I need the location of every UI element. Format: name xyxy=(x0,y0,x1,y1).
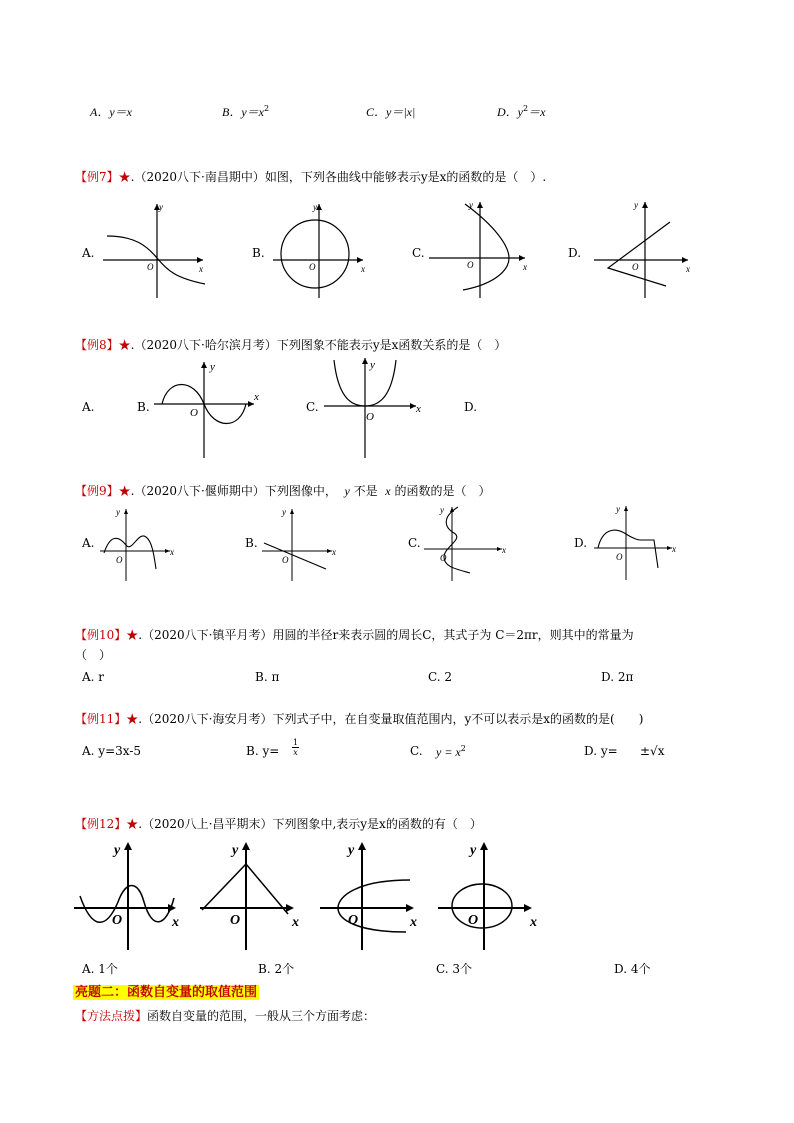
ex11-option-b-fraction xyxy=(292,738,299,757)
axis-label-o: O xyxy=(616,552,623,562)
axis-label-o: O xyxy=(366,411,374,423)
ex11-option-b: B. y= xyxy=(246,744,280,758)
axis-label-y: y xyxy=(470,843,477,858)
section-heading: 亮题二：函数自变量的取值范围 xyxy=(75,985,258,1000)
ex10-question: 【例10】★.（2020八下·镇平月考）用圆的半径r来表示圆的周长C，其式子为 C＝2πr，则其中的常量为 xyxy=(75,628,634,642)
q6-option-b: B．$y=x^2$ xyxy=(222,104,270,119)
ex7-question: 【例7】★.（2020八下·南昌期中）如图，下列各曲线中能够表示y是x的函数的是（ ）. xyxy=(75,170,547,184)
fraction-numerator: 1 xyxy=(293,738,299,747)
ex7-label-b: B. xyxy=(252,246,265,260)
axis-label-y: y xyxy=(348,843,355,858)
axis-label-x: x xyxy=(502,545,506,555)
axis-label-x: x xyxy=(416,403,421,415)
axis-label-x: x xyxy=(292,915,299,930)
ex7-label-a: A. xyxy=(82,246,95,260)
axis-label-o: O xyxy=(230,913,241,928)
ex12-option-b: B. 2个 xyxy=(258,962,295,976)
axis-label-x: x xyxy=(672,544,676,554)
axis-label-o: O xyxy=(468,913,479,928)
q6-option-a: A．y＝x xyxy=(90,105,132,119)
axis-label-o: O xyxy=(348,913,359,928)
ex9-label-d: D. xyxy=(574,536,588,550)
ex9-question: 【例9】★.（2020八下·偃师期中）下列图像中， y 不是 x 的函数的是（ ） xyxy=(75,484,491,498)
method-tip: 【方法点拨】函数自变量的范围，一般从三个方面考虑： xyxy=(75,1009,376,1023)
ex7-graph-d xyxy=(590,196,700,300)
ex9-graph-d xyxy=(592,502,682,582)
axis-label-o: O xyxy=(190,407,198,419)
ex12-question: 【例12】★.（2020八上·昌平期末）下列图象中,表示y是x的函数的有（ ） xyxy=(75,817,482,831)
axis-label-x: x xyxy=(361,264,365,274)
ex7-label-c: C. xyxy=(412,246,425,260)
q6-option-c: C．y＝|x| xyxy=(366,105,416,119)
axis-label-y: y xyxy=(116,507,120,517)
axis-label-x: x xyxy=(686,264,690,274)
axis-label-y: y xyxy=(616,504,620,514)
ex11-option-c-expr: $y = x^2$ xyxy=(436,744,466,759)
ex12-graph-2 xyxy=(198,840,310,952)
axis-label-o: O xyxy=(440,553,447,563)
ex9-graph-c xyxy=(422,503,514,583)
ex9-graph-a xyxy=(98,505,182,583)
ex10-option-b: B. π xyxy=(255,670,280,684)
axis-label-y: y xyxy=(282,507,286,517)
axis-label-o: O xyxy=(467,260,474,270)
ex11-option-d: D. y= xyxy=(584,744,618,758)
ex12-option-c: C. 3个 xyxy=(436,962,473,976)
ex7-graph-c xyxy=(425,196,535,300)
ex7-graph-b xyxy=(265,198,375,300)
axis-label-o: O xyxy=(116,555,123,565)
ex7-label-d: D. xyxy=(568,246,582,260)
ex12-option-d: D. 4个 xyxy=(614,962,651,976)
axis-label-x: x xyxy=(170,547,174,557)
ex8-label-b: B. xyxy=(137,400,150,414)
q6-option-d: D．$y^2=x$ xyxy=(497,104,546,119)
ex12-graph-3 xyxy=(318,840,430,952)
ex11-option-d-expr: ±√x xyxy=(640,744,665,758)
ex11-option-c: C. xyxy=(410,744,423,758)
ex8-label-a: A. xyxy=(82,400,95,414)
ex11-question: 【例11】★.（2020八下·海安月考）下列式子中，在自变量取值范围内，y不可以表示是x的函数的是( ) xyxy=(75,712,644,726)
axis-label-x: x xyxy=(530,915,537,930)
ex8-graph-c xyxy=(320,356,430,460)
axis-label-o: O xyxy=(309,262,316,272)
axis-label-o: O xyxy=(112,913,123,928)
axis-label-x: x xyxy=(410,915,417,930)
axis-label-o: O xyxy=(632,262,639,272)
ex10-option-d: D. 2π xyxy=(601,670,634,684)
axis-label-x: x xyxy=(332,547,336,557)
ex8-label-c: C. xyxy=(306,400,319,414)
axis-label-y: y xyxy=(114,843,121,858)
fraction-denominator: x xyxy=(293,748,298,757)
axis-label-y: y xyxy=(370,359,375,371)
axis-label-o: O xyxy=(147,262,154,272)
axis-label-o: O xyxy=(282,555,289,565)
axis-label-y: y xyxy=(159,202,163,212)
axis-label-x: x xyxy=(254,391,259,403)
ex10-option-c: C. 2 xyxy=(428,670,453,684)
ex8-question: 【例8】★.（2020八下·哈尔滨月考）下列图象不能表示y是x函数关系的是（ ） xyxy=(75,338,507,352)
axis-label-x: x xyxy=(199,264,203,274)
axis-label-x: x xyxy=(523,262,527,272)
axis-label-y: y xyxy=(313,202,317,212)
ex12-graph-4 xyxy=(436,840,548,952)
ex11-option-a: A. y=3x-5 xyxy=(82,744,142,758)
axis-label-y: y xyxy=(232,843,239,858)
axis-label-y: y xyxy=(440,505,444,515)
axis-label-y: y xyxy=(469,200,473,210)
axis-label-x: x xyxy=(172,915,179,930)
ex10-question-cont: （ ） xyxy=(75,648,112,662)
ex10-option-a: A. r xyxy=(82,670,105,684)
axis-label-y: y xyxy=(634,200,638,210)
ex12-option-a: A. 1个 xyxy=(82,962,118,976)
ex9-label-b: B. xyxy=(245,536,258,550)
ex12-graph-1 xyxy=(72,840,192,952)
ex9-label-c: C. xyxy=(408,536,421,550)
ex9-label-a: A. xyxy=(82,536,95,550)
ex9-graph-b xyxy=(260,505,344,583)
ex7-graph-a xyxy=(95,198,215,300)
ex8-graph-b xyxy=(150,360,270,460)
axis-label-y: y xyxy=(210,361,215,373)
ex8-label-d: D. xyxy=(464,400,478,414)
